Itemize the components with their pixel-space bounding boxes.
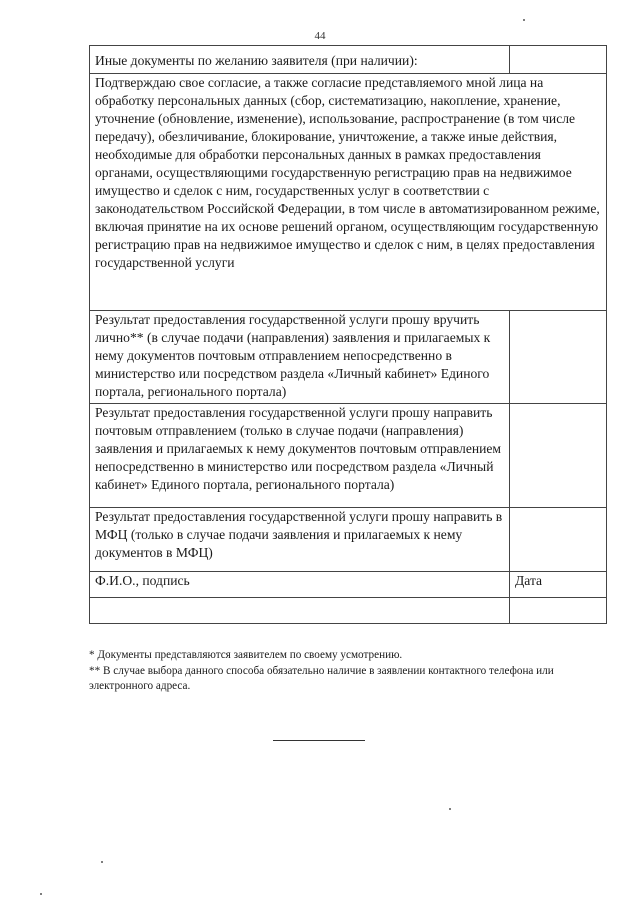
scan-speck bbox=[523, 19, 525, 21]
footnote-documents: * Документы представляются заявителем по своему усмотрению. bbox=[89, 649, 403, 661]
date-label: Дата bbox=[510, 572, 607, 598]
scan-speck bbox=[40, 893, 42, 895]
other-documents-value bbox=[510, 46, 607, 74]
table-row-signature-fields bbox=[90, 598, 607, 624]
delivery-by-post-mark bbox=[510, 404, 607, 508]
delivery-mfc-label: Результат предоставления государственной услуги прошу направить в МФЦ (только в случае подачи заявления и прилагаемых к нему документов в МФЦ) bbox=[90, 508, 510, 572]
closing-divider bbox=[273, 740, 365, 741]
table-row-consent bbox=[90, 74, 607, 311]
delivery-mfc-mark bbox=[510, 508, 607, 572]
delivery-in-person-mark bbox=[510, 311, 607, 404]
table-row-delivery-mfc bbox=[90, 508, 607, 572]
table-row-delivery-by-post bbox=[90, 404, 607, 508]
table-row-delivery-in-person bbox=[90, 311, 607, 404]
table-row-signature-header bbox=[90, 572, 607, 598]
personal-data-consent-text: Подтверждаю свое согласие, а также согласие представляемого мной лица на обработку персональных данных (сбор, систематизацию, накопление, хранение, уточнение (обновление, изменение), использование, распространение (в том числе передачу), обезличивание, блокирование, уничтожение, а также иные действия, необходимые для обработки персональных данных в рамках предоставления органами, осуществляющими государственную регистрацию прав на недвижимое имущество и сделок с ним, государственных услуг в соответствии с законодательством Российской Федерации, в том числе в автоматизированном режиме, включая принятие на их основе решений органом, осуществляющим государственную регистрацию прав на недвижимое имущество и сделок с ним, в целях предоставления государственной услуги bbox=[90, 74, 607, 311]
page-number: 44 bbox=[314, 30, 326, 42]
scan-speck bbox=[449, 808, 451, 810]
date-field bbox=[510, 598, 607, 624]
other-documents-label: Иные документы по желанию заявителя (при наличии): bbox=[90, 46, 510, 74]
footnotes bbox=[89, 648, 609, 695]
signature-field bbox=[90, 598, 510, 624]
delivery-in-person-label: Результат предоставления государственной услуги прошу вручить лично** (в случае подачи (направления) заявления и прилагаемых к нему документов почтовым отправлением непосредственно в министерство или посредством раздела «Личный кабинет» Единого портала, регионального портала) bbox=[90, 311, 510, 404]
scan-speck bbox=[101, 861, 103, 863]
application-form-table bbox=[89, 45, 607, 624]
signature-label: Ф.И.О., подпись bbox=[90, 572, 510, 598]
delivery-by-post-label: Результат предоставления государственной услуги прошу направить почтовым отправлением (только в случае подачи (направления) заявления и прилагаемых к нему документов почтовым отправлением непосредственно в министерство или посредством раздела «Личный кабинет» Единого портала, регионального портала) bbox=[90, 404, 510, 508]
footnote-contact-required: ** В случае выбора данного способа обязательно наличие в заявлении контактного телефона или электронного адреса. bbox=[89, 664, 554, 692]
table-row-other-documents bbox=[90, 46, 607, 74]
